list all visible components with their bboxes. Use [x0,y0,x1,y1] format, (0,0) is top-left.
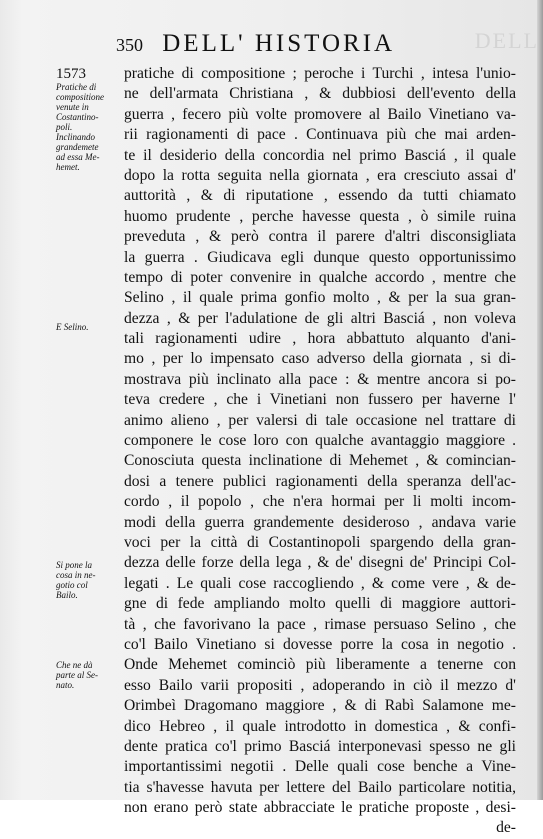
text-line: la guerra . Giudicava egli dunque questo opportunissimo [124,248,516,266]
text-line: voci per la città di Costantinopoli spargendo della gran- [124,533,516,551]
text-line: animo alieno , per valersi di tale occasione nel trattare di [124,411,516,429]
margin-line: Si pone la [56,560,92,570]
text-line: gne di fede ampliando molto quelli di maggiore auttori- [124,595,516,613]
bleed-through-text: DELL [474,28,539,53]
body-text [124,64,516,839]
margin-note-selino [56,322,112,332]
margin-line: venute in [56,102,89,112]
text-line: importantissimi negotii . Delle quali cose benche a Vine- [124,758,516,776]
text-line: ne dell'armata Christiana , & dubbiosi dell'evento della [124,85,516,103]
text-line: cordo , il popolo , che n'era hormai per li molti incom- [124,493,516,511]
text-line: auttorità , & di riputatione , essendo da tutti chiamato [124,187,516,205]
text-line: te il desiderio della concordia nel primo Basciá , il quale [124,146,516,164]
text-line: de- [496,819,516,837]
text-line: pratiche di compositione ; peroche i Turchi , intesa l'unio- [124,65,516,82]
running-header [116,30,395,58]
running-title: DELL' HISTORIA [162,30,396,57]
text-line: Onde Mehemet cominciò più liberamente a tenerne con [124,656,516,674]
text-line: huomo prudente , perche havesse questa , ò simile ruina [124,207,516,225]
margin-line: poli. [56,122,73,132]
text-line: Selino , il quale prima gonfio molto , & per la sua gran- [124,289,516,307]
text-line: Conosciuta questa inclinatione di Mehemet , & comincian- [124,452,516,470]
margin-line: ad essa Me- [56,152,100,162]
text-line: Orimbeì Dragomano maggiore , & di Rabì Salamone me- [124,697,516,715]
margin-note-senato [56,660,112,690]
margin-line: grandemete [56,142,99,152]
text-line: co'l Bailo Vinetiano si dovesse porre la cosa in negotio . [124,635,516,653]
text-line: mostrava più inclinato alla pace : & mentre ancora si po- [124,370,516,388]
margin-line: parte al Se- [56,670,98,680]
margin-line: Inclinando [56,132,95,142]
text-line: dico Hebreo , il quale introdotto in domestica , & confi- [124,717,516,735]
text-line: legati . Le quali cose raccogliendo , & come vere , & de- [124,574,516,592]
text-line: dezza delle forze della lega , & de' disegni de' Principi Col- [124,554,516,572]
text-line: teva credere , che i Vinetiani non fussero per haverne l' [124,391,516,409]
text-line: mo , per lo impensato caso adverso della giornata , si di- [124,350,516,368]
text-line: tà , che favorivano la pace , rimase persuaso Selino , che [124,615,516,633]
text-line: dopo la rotta seguita nella giornata , era cresciuto assai d' [124,166,516,184]
text-line: tali ragionamenti udire , hora abbattuto alquanto d'ani- [124,330,516,348]
margin-line: Pratiche di [56,82,97,92]
margin-note-bailo [56,560,112,600]
margin-line: nato. [56,680,75,690]
margin-line: E Selino. [56,322,89,332]
text-line: modi della guerra grandemente desideroso , andava varie [124,513,516,531]
margin-year: 1573 [56,66,86,82]
text-line: preveduta , & però contra il parere d'altri disconsigliata [124,228,516,246]
page-gutter [537,0,543,800]
margin-note-year-block [56,66,112,172]
text-line: tia s'havesse havuta per lettere del Bailo particolare notitia, [124,778,516,796]
margin-line: Costantino- [56,112,99,122]
text-line: esso Bailo varii propositi , adoperando in ciò il mezzo d' [124,676,516,694]
margin-note-mehemet [56,132,112,172]
text-line: componere le cose loro con qualche avantaggio maggiore . [124,432,516,450]
margin-line: Bailo. [56,590,78,600]
margin-line: gotio col [56,580,88,590]
page-number: 350 [116,35,143,55]
text-line: guerra , fecero più volte promovere al Bailo Vinetiano va- [124,105,516,123]
margin-note-compositione [56,82,112,132]
text-line: tempo di poter convenire in qualche accordo , mentre che [124,268,516,286]
margin-line: cosa in ne- [56,570,96,580]
text-line: non erano però state abbracciate le pratiche proposte , desi- [124,799,516,817]
margin-line: compositione [56,92,104,102]
text-line: rii ragionamenti di pace . Continuava più che mai arden- [124,126,516,144]
margin-line: hemet. [56,162,80,172]
margin-line: Che ne dà [56,660,93,670]
text-line: dente pratica co'l primo Basciá interponevasi spesso ne gli [124,737,516,755]
text-line: dosi a tenere publici ragionamenti della speranza dell'ac- [124,472,516,490]
text-line: dezza , & per l'adulatione de gli altri Basciá , non voleva [124,309,516,327]
